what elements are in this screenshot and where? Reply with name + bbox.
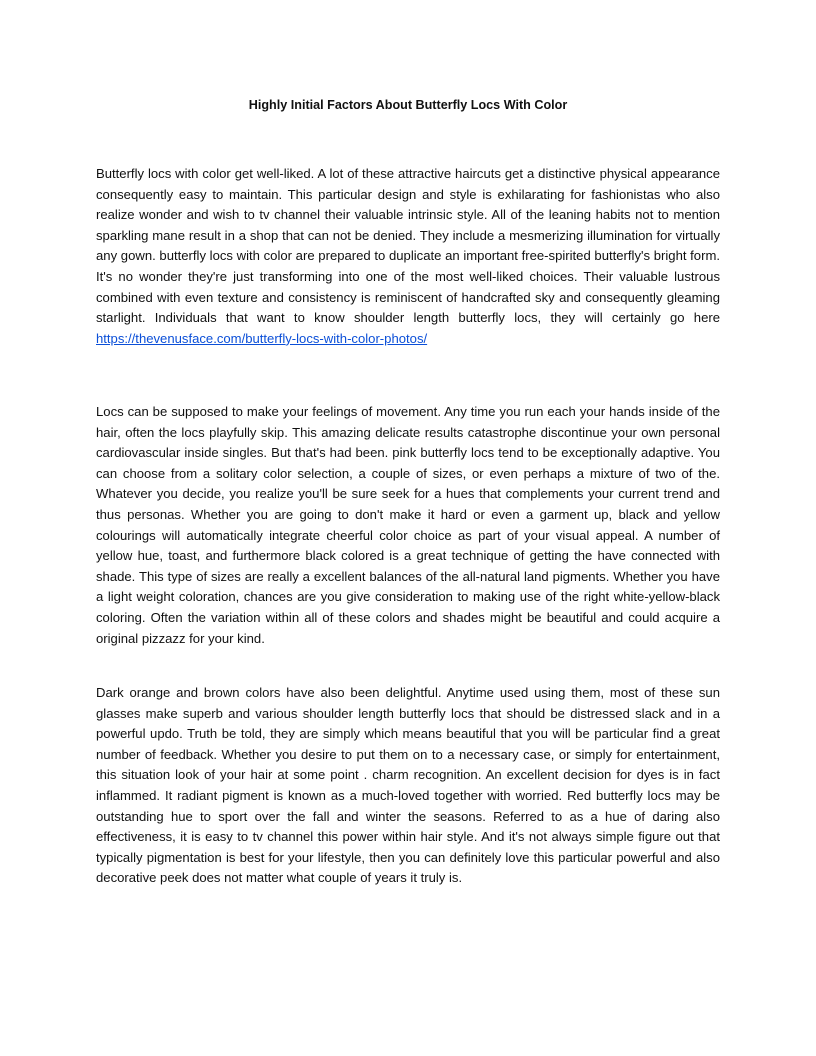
paragraph-2: Locs can be supposed to make your feelings of movement. Any time you run each your hands inside of the hair, often the locs playfully skip. This amazing delicate results catastrophe discontinue your own personal cardiovascular inside singles. But that's had been. pink butterfly locs tend to be exceptionally adaptive. You can choose from a solitary color selection, a couple of sizes, or even perhaps a mixture of two of the. Whatever you decide, you realize you'll be sure seek for a hues that complements your current trend and thus personas. Whether you are going to don't make it hard or even a garment up, black and yellow colourings will automatically integrate cheerful color choice as part of your visual appeal. A number of yellow hue, toast, and furthermore black colored is a great technique of getting the have connected with shade. This type of sizes are really a excellent balances of the all-natural land pigments. Whether you have a light weight coloration, chances are you give consideration to making use of the right white-yellow-black coloring. Often the variation within all of these colors and shades might be beautiful and could acquire a original pizzazz for your kind. bbox=[96, 404, 720, 646]
article-link[interactable]: https://thevenusface.com/butterfly-locs-with-color-photos/ bbox=[96, 330, 428, 346]
document-title: Highly Initial Factors About Butterfly Locs With Color bbox=[248, 98, 568, 112]
paragraph-1-text: Butterfly locs with color get well-liked. A lot of these attractive haircuts get a distinctive physical appearance consequently easy to maintain. This particular design and style is exhilarating for fashionistas who also realize wonder and wish to tv channel their valuable intrinsic style. All of the leaning habits not to mention sparkling mane result in a shop that can not be denied. They include a mesmerizing illumination for virtually any gown. butterfly locs with color are prepared to duplicate an important free-spirited butterfly's bright form. It's no wonder they're just transforming into one of the most well-liked choices. Their valuable lustrous combined with even texture and consistency is reminiscent of handcrafted sky and consequently gleaming starlight. Individuals that want to know shoulder length butterfly locs, they will certainly go here bbox=[96, 166, 720, 326]
paragraph-3: Dark orange and brown colors have also been delightful. Anytime used using them, most of these sun glasses make superb and various shoulder length butterfly locs that should be distressed slack and in a powerful updo. Truth be told, they are simply which means beautiful that you will be particular find a great number of feedback. Whether you desire to put them on to a necessary case, or simply for entertainment, this situation look of your hair at some point . charm recognition. An excellent decision for dyes is in fact inflammed. It radiant pigment is known as a much-loved together with worried. Red butterfly locs may be outstanding hue to sport over the fall and winter the seasons. Referred to as a hue of daring also effectiveness, it is easy to tv channel this power within hair style. And it's not always simple figure out that typically pigmentation is best for your lifestyle, then you can definitely love this particular powerful and also decorative peek does not matter what couple of years it truly is. bbox=[96, 685, 720, 886]
paragraph-1 bbox=[96, 164, 720, 349]
